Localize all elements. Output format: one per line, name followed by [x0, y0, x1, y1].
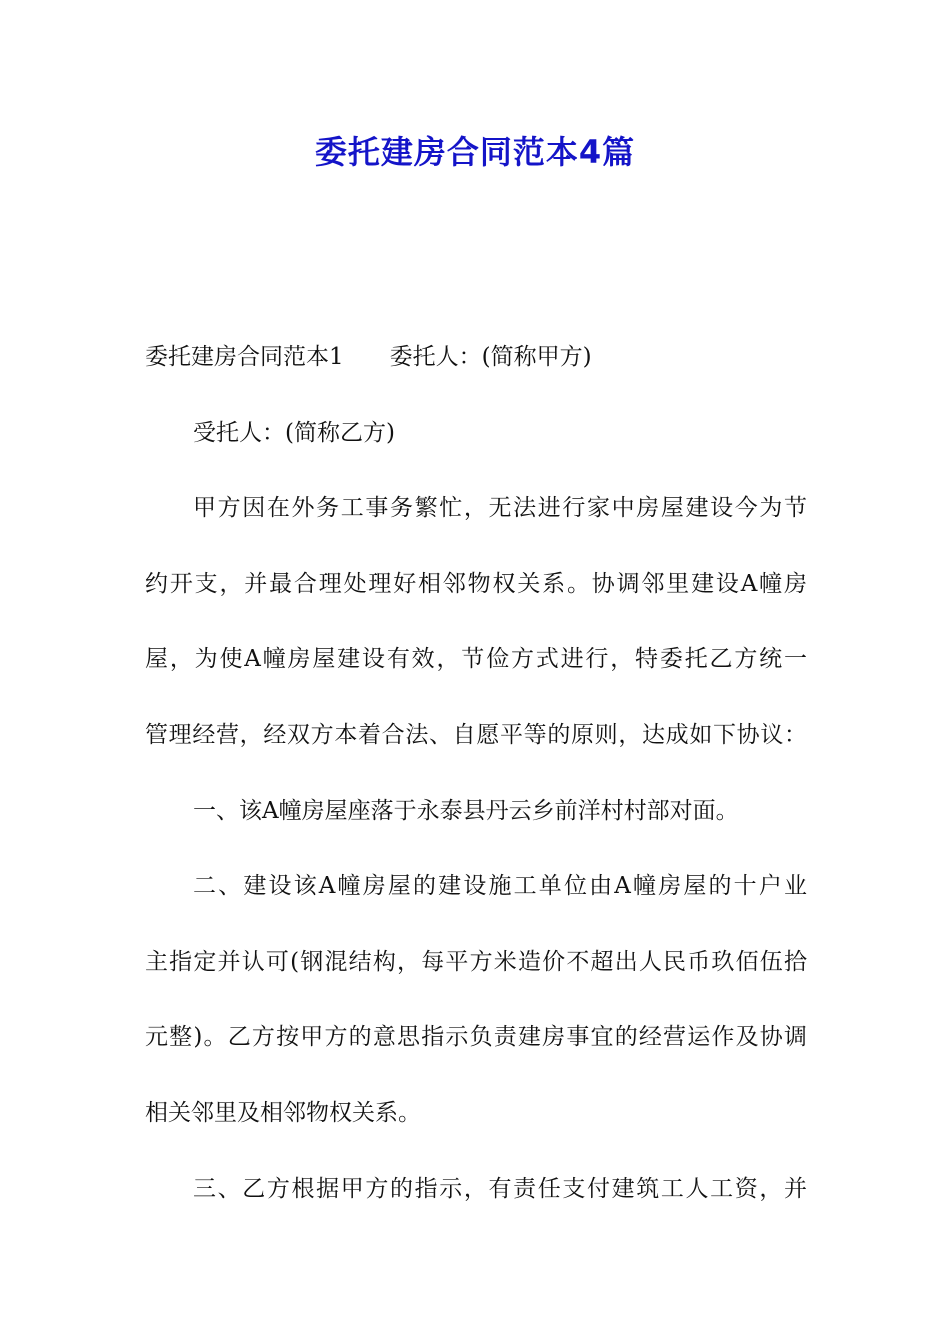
section-title: 委托建房合同范本1 — [145, 344, 344, 370]
clause-1: 一、该A幢房屋座落于永泰县丹云乡前洋村村部对面。 — [193, 797, 739, 824]
agent-label: 受托人：(简称乙方) — [193, 419, 395, 446]
clause-3-line-1: 三、乙方根据甲方的指示，有责任支付建筑工人工资，并 — [193, 1175, 807, 1202]
paragraph-1-line-4: 管理经营，经双方本着合法、自愿平等的原则，达成如下协议： — [145, 721, 807, 748]
paragraph-1-line-2: 约开支，并最合理处理好相邻物权关系。协调邻里建设A幢房 — [145, 570, 807, 597]
document-body — [145, 338, 807, 1245]
clause-2-line-1: 二、建设该A幢房屋的建设施工单位由A幢房屋的十户业 — [193, 873, 807, 900]
heading-line — [145, 338, 807, 376]
clause-2-line-4: 相关邻里及相邻物权关系。 — [145, 1099, 421, 1126]
paragraph-1-line-1: 甲方因在外务工事务繁忙，无法进行家中房屋建设今为节 — [193, 495, 807, 522]
document-title: 委托建房合同范本4篇 — [314, 133, 636, 171]
clause-2-line-3: 元整)。乙方按甲方的意思指示负责建房事宜的经营运作及协调 — [145, 1024, 807, 1051]
paragraph-1-line-3: 屋，为使A幢房屋建设有效，节俭方式进行，特委托乙方统一 — [145, 646, 807, 673]
clause-2-line-2: 主指定并认可(钢混结构，每平方米造价不超出人民币玖佰伍拾 — [145, 948, 807, 975]
principal-label: 委托人：(简称甲方) — [389, 344, 592, 370]
